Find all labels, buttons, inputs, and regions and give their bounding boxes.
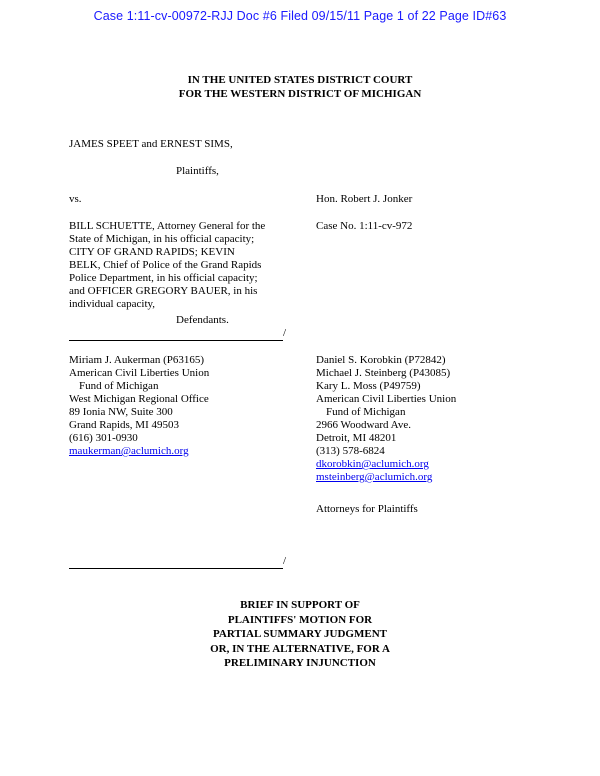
counsel-left-city: Grand Rapids, MI 49503 bbox=[69, 419, 179, 431]
counsel-left-org: American Civil Liberties Union bbox=[69, 367, 210, 379]
counsel-divider-slash: / bbox=[283, 555, 287, 567]
brief-title bbox=[0, 598, 600, 671]
defendants-label: Defendants. bbox=[176, 314, 229, 326]
brief-title-line: PARTIAL SUMMARY JUDGMENT bbox=[212, 628, 387, 640]
plaintiffs-label: Plaintiffs, bbox=[176, 165, 219, 177]
defendants-line: BELK, Chief of Police of the Grand Rapids bbox=[69, 259, 262, 271]
defendants-line: State of Michigan, in his official capacity; bbox=[69, 233, 255, 245]
counsel-left-name: Miriam J. Aukerman (P63165) bbox=[69, 354, 205, 366]
counsel-right-org: American Civil Liberties Union bbox=[316, 393, 457, 405]
counsel-right-phone: (313) 578-6824 bbox=[316, 445, 385, 457]
brief-title-line: PLAINTIFFS' MOTION FOR bbox=[227, 613, 373, 626]
defendants-line: Police Department, in his official capacity; bbox=[69, 272, 258, 284]
counsel-left-org-fund: Fund of Michigan bbox=[79, 380, 159, 392]
counsel-left-phone: (616) 301-0930 bbox=[69, 432, 138, 444]
counsel-right-email-link[interactable]: msteinberg@aclumich.org bbox=[316, 471, 433, 483]
plaintiffs-names: JAMES SPEET and ERNEST SIMS, bbox=[69, 138, 233, 150]
caption-divider-slash: / bbox=[283, 327, 287, 339]
defendants-line: CITY OF GRAND RAPIDS; KEVIN bbox=[69, 246, 235, 258]
counsel-right-street: 2966 Woodward Ave. bbox=[316, 419, 411, 431]
defendants-list bbox=[69, 220, 265, 311]
brief-title-line: BRIEF IN SUPPORT OF bbox=[240, 599, 360, 611]
counsel-left-email-link[interactable]: maukerman@aclumich.org bbox=[69, 445, 189, 457]
counsel-right-city: Detroit, MI 48201 bbox=[316, 432, 397, 444]
versus-label: vs. bbox=[69, 193, 82, 205]
case-number: Case No. 1:11-cv-972 bbox=[316, 220, 413, 232]
counsel-divider-line bbox=[69, 568, 283, 569]
counsel-right-email-link[interactable]: dkorobkin@aclumich.org bbox=[316, 458, 429, 470]
counsel-right-name: Kary L. Moss (P49759) bbox=[316, 380, 421, 392]
counsel-left-street: 89 Ionia NW, Suite 300 bbox=[69, 406, 173, 418]
counsel-right-name: Michael J. Steinberg (P43085) bbox=[316, 367, 451, 379]
defendants-line: BILL SCHUETTE, Attorney General for the bbox=[69, 220, 266, 232]
caption-divider-line bbox=[69, 340, 283, 341]
brief-title-line: OR, IN THE ALTERNATIVE, FOR A bbox=[210, 642, 390, 655]
counsel-right-org-fund: Fund of Michigan bbox=[326, 406, 406, 418]
court-heading bbox=[0, 73, 600, 101]
counsel-left-office: West Michigan Regional Office bbox=[69, 393, 209, 405]
court-heading-line-2: FOR THE WESTERN DISTRICT OF MICHIGAN bbox=[178, 88, 422, 100]
attorneys-role: Attorneys for Plaintiffs bbox=[316, 503, 418, 515]
court-heading-line-1: IN THE UNITED STATES DISTRICT COURT bbox=[187, 74, 413, 86]
counsel-left-block bbox=[69, 354, 209, 458]
counsel-right-block bbox=[316, 354, 456, 484]
case-header-stamp: Case 1:11-cv-00972-RJJ Doc #6 Filed 09/15/11 Page 1 of 22 Page ID#63 bbox=[93, 9, 507, 23]
defendants-line: individual capacity, bbox=[69, 298, 156, 310]
defendants-line: and OFFICER GREGORY BAUER, in his bbox=[69, 285, 258, 297]
judge-name: Hon. Robert J. Jonker bbox=[316, 193, 413, 205]
counsel-right-name: Daniel S. Korobkin (P72842) bbox=[316, 354, 446, 366]
brief-title-line: PRELIMINARY INJUNCTION bbox=[224, 657, 376, 669]
